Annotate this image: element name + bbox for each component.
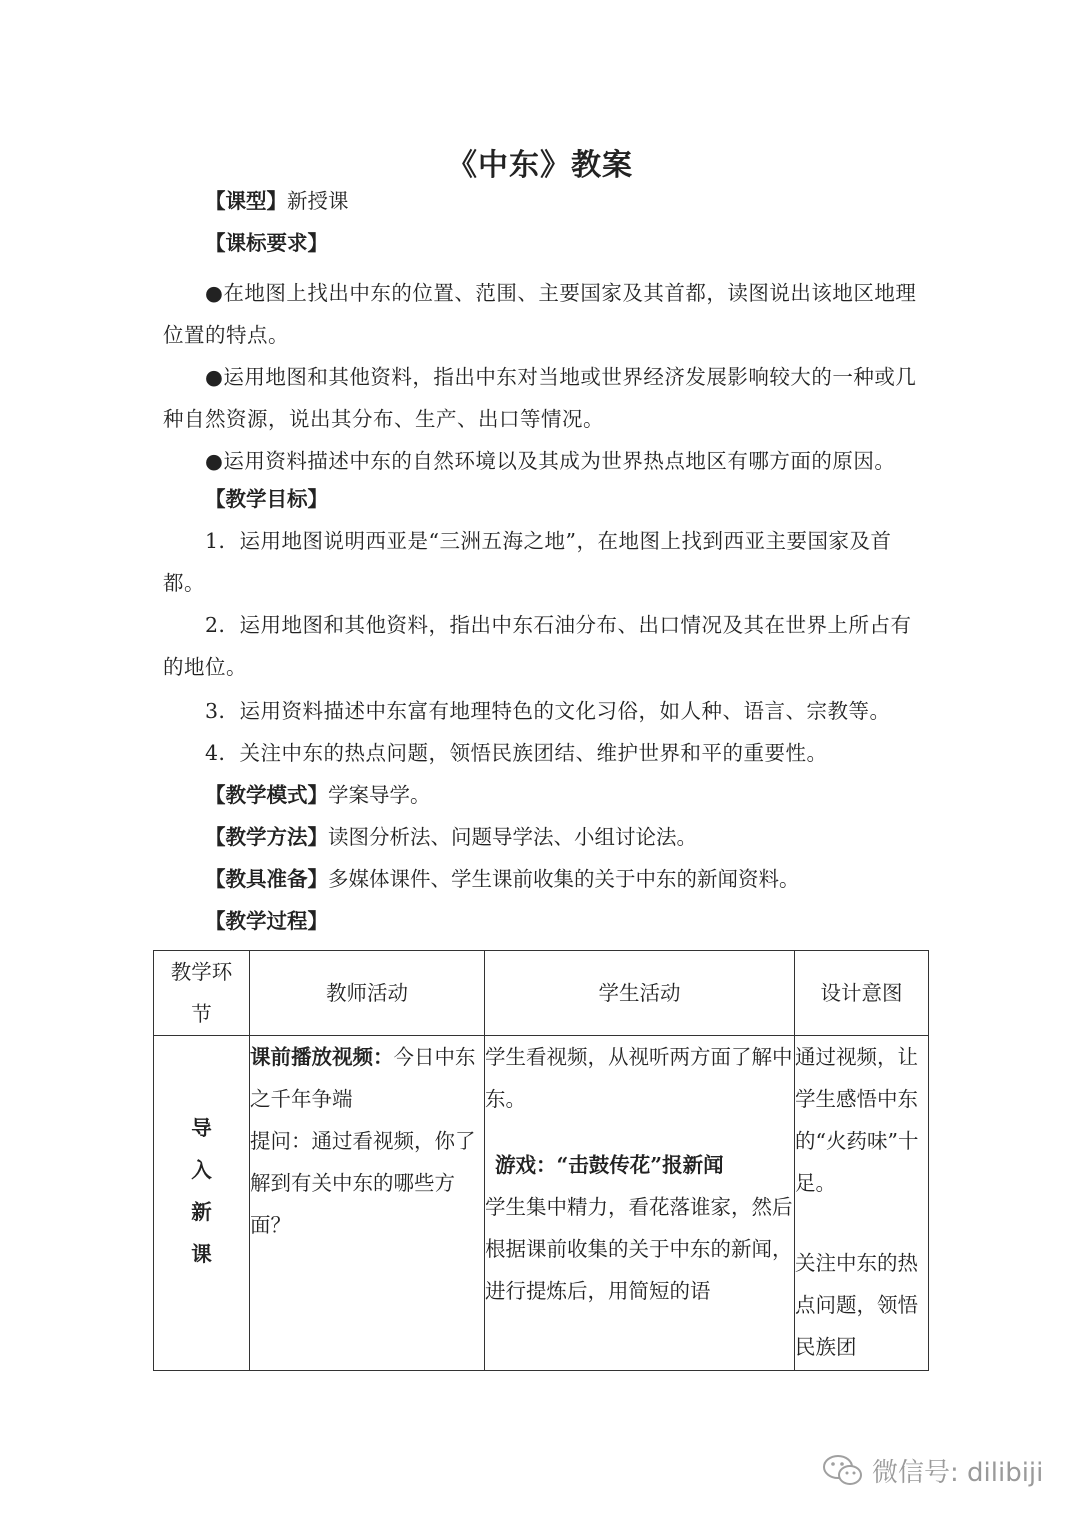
header-student: 学生活动	[485, 951, 795, 1036]
standard-item: ●运用地图和其他资料，指出中东对当地或世界经济发展影响较大的一种或几种自然资源，说出其分布、生产、出口等情况。	[163, 365, 917, 431]
course-type-label: 【课型】	[205, 189, 287, 213]
teaching-mode-value: 学案导学。	[328, 783, 431, 807]
objectives-heading: 【教学目标】	[205, 487, 328, 511]
header-intent: 设计意图	[795, 951, 929, 1036]
stage-char: 入	[191, 1158, 212, 1182]
objective-item: 3．运用资料描述中东富有地理特色的文化习俗，如人种、语言、宗教等。	[205, 699, 891, 723]
objective-item: 2．运用地图和其他资料，指出中东石油分布、出口情况及其在世界上所占有的地位。	[163, 613, 912, 679]
teaching-mode	[205, 774, 431, 816]
watermark-text: 微信号: dilibiji	[872, 1458, 1044, 1488]
teaching-methods-label: 【教学方法】	[205, 825, 328, 849]
teaching-methods-value: 读图分析法、问题导学法、小组讨论法。	[328, 825, 697, 849]
standard-item: ●在地图上找出中东的位置、范围、主要国家及其首都，读图说出该地区地理位置的特点。	[163, 281, 917, 347]
stage-char: 导	[191, 1116, 212, 1140]
student-activity-cell	[485, 1036, 795, 1371]
teaching-tools-value: 多媒体课件、学生课前收集的关于中东的新闻资料。	[328, 867, 800, 891]
standards-heading: 【课标要求】	[205, 231, 328, 255]
course-type-value: 新授课	[287, 189, 349, 213]
process-heading: 【教学过程】	[205, 909, 328, 933]
table-header-row	[154, 951, 929, 1036]
process-table	[153, 950, 929, 1371]
header-stage: 教学环节	[154, 951, 250, 1036]
student-watch: 学生看视频，从视听两方面了解中东。	[485, 1045, 793, 1111]
stage-char: 课	[191, 1242, 212, 1266]
header-teacher: 教师活动	[250, 951, 485, 1036]
teacher-question: 提问：通过看视频，你了解到有关中东的哪些方面？	[250, 1129, 476, 1237]
video-text: 今日中东之千年争端	[250, 1045, 476, 1111]
course-type	[205, 180, 349, 222]
teaching-mode-label: 【教学模式】	[205, 783, 328, 807]
stage-cell	[154, 1036, 250, 1371]
teaching-methods	[205, 816, 697, 858]
watermark	[822, 1452, 1043, 1489]
standard-item: ●运用资料描述中东的自然环境以及其成为世界热点地区有哪方面的原因。	[205, 449, 896, 473]
video-label: 课前播放视频：	[250, 1045, 394, 1069]
intent-1: 通过视频，让学生感悟中东的“火药味”十足。	[795, 1045, 919, 1195]
teacher-activity-cell	[250, 1036, 485, 1371]
objective-item: 4．关注中东的热点问题，领悟民族团结、维护世界和平的重要性。	[205, 741, 828, 765]
intent-cell	[795, 1036, 929, 1371]
stage-char: 新	[191, 1200, 212, 1224]
teaching-tools	[205, 858, 800, 900]
teaching-tools-label: 【教具准备】	[205, 867, 328, 891]
game-text-2: 根据课前收集的关于中东的新闻，进行提炼后，用简短的语	[485, 1237, 793, 1303]
document-title: 《中东》教案	[447, 148, 633, 183]
wechat-icon	[822, 1453, 864, 1489]
game-title: 游戏：“击鼓传花”报新闻	[495, 1153, 724, 1177]
game-text-1: 学生集中精力，看花落谁家，然后	[485, 1195, 793, 1219]
objective-item: 1．运用地图说明西亚是“三洲五海之地”，在地图上找到西亚主要国家及首都。	[163, 529, 892, 595]
intent-2: 关注中东的热点问题，领悟民族团	[795, 1251, 918, 1359]
table-row	[154, 1036, 929, 1371]
